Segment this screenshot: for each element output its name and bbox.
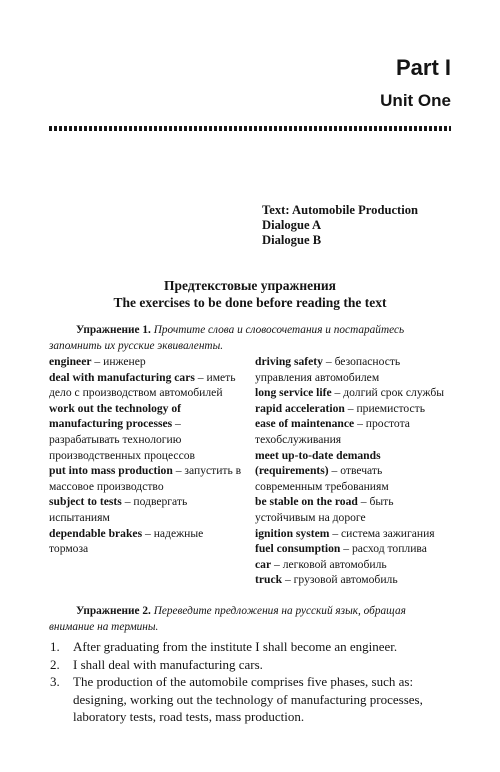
vocab-translation: надежные тормоза bbox=[49, 526, 204, 556]
sentence-text: The production of the automobile comprises five phases, such as: designing, working out the technology of manufacturing processes, laboratory tests, road tests, mass production. bbox=[73, 674, 423, 724]
vocab-translation: система зажигания bbox=[341, 526, 435, 540]
vocab-term: truck bbox=[255, 573, 283, 587]
vocab-term: ignition system bbox=[255, 526, 330, 540]
vocab-dash: – bbox=[347, 401, 354, 415]
vocab-translation: запустить в массовое производство bbox=[49, 464, 242, 493]
vocab-dash: – bbox=[175, 464, 182, 478]
vocab-dash: – bbox=[360, 495, 367, 509]
vocab-term: rapid acceleration bbox=[255, 401, 345, 415]
dotted-divider bbox=[49, 126, 451, 131]
vocab-entry bbox=[255, 557, 448, 573]
exercise-1 bbox=[49, 322, 451, 354]
vocab-translation: безопасность управления автомобилем bbox=[255, 355, 401, 384]
section-title-ru: Предтекстовые упражнения bbox=[164, 278, 336, 293]
vocab-entry bbox=[49, 526, 242, 557]
vocab-translation: инженер bbox=[103, 355, 146, 368]
sentence-number: 1. bbox=[50, 639, 60, 654]
exercise-2 bbox=[49, 603, 451, 635]
exercise-1-instruction: Прочтите слова и словосочетания и постарайтесь запомнить их русские эквиваленты. bbox=[49, 324, 405, 352]
vocab-translation: грузовой автомобиль bbox=[293, 573, 398, 587]
sentence-item bbox=[49, 673, 451, 726]
vocab-entry bbox=[49, 370, 242, 401]
sentences-list bbox=[49, 638, 451, 726]
vocab-translation: простота техобслуживания bbox=[255, 417, 410, 446]
vocab-term: deal with manufacturing cars bbox=[49, 370, 195, 384]
vocab-entry bbox=[255, 385, 448, 401]
sentence-number: 3. bbox=[50, 674, 60, 689]
vocabulary-left-column bbox=[49, 354, 242, 557]
vocab-entry bbox=[255, 572, 448, 588]
vocab-term: ease of maintenance bbox=[255, 417, 355, 431]
vocab-dash: – bbox=[325, 355, 332, 368]
vocab-translation: быть устойчивым на дороге bbox=[255, 495, 394, 524]
vocab-term: meet up-to-date demands (requirements) bbox=[255, 448, 381, 478]
vocab-dash: – bbox=[175, 417, 181, 431]
vocab-translation: долгий срок службы bbox=[343, 386, 445, 400]
vocab-translation: разрабатывать технологию производственных процессов bbox=[49, 432, 195, 462]
vocab-translation: легковой автомобиль bbox=[282, 557, 387, 571]
vocab-translation: подвергать испытаниям bbox=[49, 495, 188, 524]
exercise-1-label: Упражнение 1. bbox=[76, 324, 151, 336]
vocab-translation: расход топлива bbox=[351, 542, 427, 556]
vocab-term: work out the technology of manufacturing processes bbox=[49, 401, 182, 431]
vocab-term: dependable brakes bbox=[49, 526, 143, 540]
sentence-text: I shall deal with manufacturing cars. bbox=[73, 656, 263, 672]
vocab-term: long service life bbox=[255, 386, 332, 400]
vocab-dash: – bbox=[197, 370, 204, 384]
vocab-entry bbox=[255, 416, 448, 447]
vocab-entry bbox=[49, 354, 242, 370]
vocab-entry bbox=[255, 526, 448, 542]
vocab-translation: приемистость bbox=[356, 401, 425, 415]
vocab-entry bbox=[255, 448, 448, 495]
vocab-term: be stable on the road bbox=[255, 495, 358, 509]
sentence-number: 2. bbox=[50, 656, 60, 672]
vocab-term: engineer bbox=[49, 355, 92, 368]
vocab-dash: – bbox=[343, 542, 350, 556]
vocab-entry bbox=[49, 463, 242, 494]
vocab-dash: – bbox=[274, 557, 280, 571]
section-title-en: The exercises to be done before reading the text bbox=[113, 295, 387, 310]
vocab-dash: – bbox=[145, 526, 151, 540]
vocab-dash: – bbox=[332, 526, 339, 540]
vocab-dash: – bbox=[284, 573, 291, 587]
sentence-text: After graduating from the institute I shall become an engineer. bbox=[73, 639, 398, 654]
text-item-dialogue-a: Dialogue A bbox=[262, 218, 322, 232]
section-heading bbox=[49, 277, 451, 311]
unit-texts-list bbox=[262, 203, 418, 248]
sentence-item bbox=[49, 656, 451, 674]
vocab-entry bbox=[255, 541, 448, 557]
vocab-dash: – bbox=[94, 355, 101, 368]
vocab-term: fuel consumption bbox=[255, 542, 341, 556]
text-item-main: Text: Automobile Production bbox=[262, 203, 419, 217]
vocab-translation: иметь дело с производством автомобилей bbox=[49, 370, 236, 400]
vocab-term: subject to tests bbox=[49, 495, 122, 509]
vocab-entry bbox=[49, 494, 242, 525]
vocab-term: put into mass production bbox=[49, 464, 173, 478]
vocab-entry bbox=[255, 354, 448, 385]
vocab-entry bbox=[255, 401, 448, 417]
vocab-translation: отвечать современным требованиям bbox=[255, 464, 389, 493]
unit-title: Unit One bbox=[380, 91, 451, 110]
vocab-entry bbox=[255, 494, 448, 525]
vocab-dash: – bbox=[124, 495, 131, 509]
text-item-dialogue-b: Dialogue B bbox=[262, 233, 322, 247]
vocabulary-right-column bbox=[255, 354, 448, 588]
vocab-dash: – bbox=[357, 417, 363, 431]
part-title: Part I bbox=[395, 55, 451, 80]
vocab-dash: – bbox=[331, 464, 338, 478]
sentence-item bbox=[49, 638, 451, 656]
exercise-2-instruction: Переведите предложения на русский язык, обращая внимание на термины. bbox=[49, 605, 406, 633]
vocab-term: car bbox=[255, 557, 272, 571]
vocab-entry bbox=[49, 401, 242, 463]
vocab-term: driving safety bbox=[255, 355, 323, 368]
vocab-dash: – bbox=[334, 386, 341, 400]
exercise-2-label: Упражнение 2. bbox=[76, 605, 151, 617]
